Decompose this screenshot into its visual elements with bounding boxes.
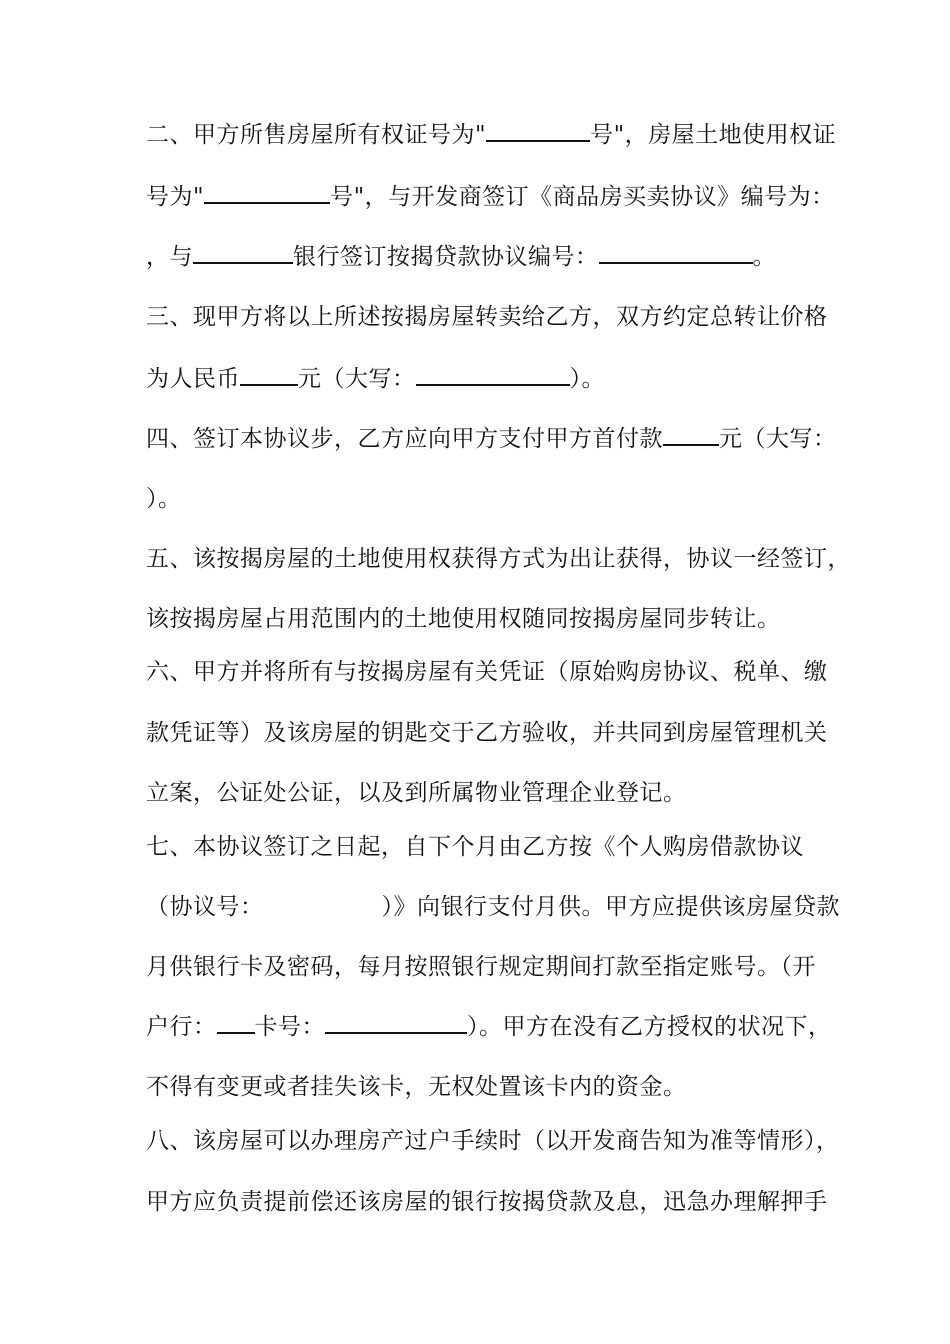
fill-blank [193,240,293,264]
text-segment: ）。 [569,366,605,392]
text-segment: ，与 [146,244,193,270]
fill-blank [217,1010,255,1034]
text-line [146,118,837,152]
text-segment: ）。甲方在没有乙方授权的状况下， [467,1014,832,1040]
text-line [146,482,830,516]
fill-blank [599,240,753,264]
fill-blank [416,362,570,386]
text-segment: 六、甲方并将所有与按揭房屋有关凭证（原始购房协议、税单、缴 [146,659,828,685]
text-line [146,602,830,636]
text-segment: 三、现甲方将以上所述按揭房屋转卖给乙方，双方约定总转让价格 [146,304,828,330]
text-segment: 银行签订按揭贷款协议编号： [293,244,599,270]
text-line [146,1010,830,1044]
text-line [146,300,830,334]
text-line [146,655,830,689]
text-segment: 元（大写： [719,426,837,452]
text-segment: 元（大写： [298,366,416,392]
text-segment: 。 [752,244,776,270]
text-line [146,890,840,924]
text-line [146,240,830,274]
text-segment: 户行： [146,1014,217,1040]
fill-blank [204,180,330,204]
fill-blank [663,422,719,446]
text-segment: ）。 [146,486,182,512]
text-line [146,950,830,984]
text-line [146,180,835,214]
text-segment: 二、甲方所售房屋所有权证号为" [146,122,487,148]
text-segment: 立案，公证处公证，以及到所属物业管理企业登记。 [146,780,687,806]
text-segment: 七、本协议签订之日起，自下个月由乙方按《个人购房借款协议 [146,834,804,860]
text-segment: 款凭证等）及该房屋的钥匙交于乙方验收，并共同到房屋管理机关 [146,720,828,746]
text-segment: 卡号： [254,1014,325,1040]
fill-blank [240,362,298,386]
text-segment: 号为" [146,184,205,210]
fill-blank [325,1010,467,1034]
fill-blank [486,118,590,142]
text-line [146,716,830,750]
text-segment: ）》向银行支付月供。甲方应提供该房屋贷款 [381,894,840,920]
text-segment: 该按揭房屋占用范围内的土地使用权随同按揭房屋同步转让。 [146,606,781,632]
text-line [146,1124,840,1158]
text-line [146,542,851,576]
text-segment: 为人民币 [146,366,240,392]
text-segment: 号"，房屋土地使用权证 [590,122,837,148]
text-line [146,362,830,396]
text-line [146,830,830,864]
text-segment: 不得有变更或者挂失该卡，无权处置该卡内的资金。 [146,1074,687,1100]
text-line [146,776,830,810]
text-segment: 八、该房屋可以办理房产过户手续时（以开发商告知为准等情形）， [146,1128,840,1154]
text-line [146,1185,830,1219]
text-line [146,1070,830,1104]
text-segment: （协议号： [146,894,264,920]
text-segment: 四、签订本协议步，乙方应向甲方支付甲方首付款 [146,426,663,452]
text-segment: 甲方应负责提前偿还该房屋的银行按揭贷款及息，迅急办理解押手 [146,1189,828,1215]
text-line [146,422,837,456]
text-segment: 号"，与开发商签订《商品房买卖协议》编号为： [330,184,835,210]
text-segment: 月供银行卡及密码，每月按照银行规定期间打款至指定账号。（开 [146,954,816,980]
text-segment: 五、该按揭房屋的土地使用权获得方式为出让获得，协议一经签订， [146,546,851,572]
